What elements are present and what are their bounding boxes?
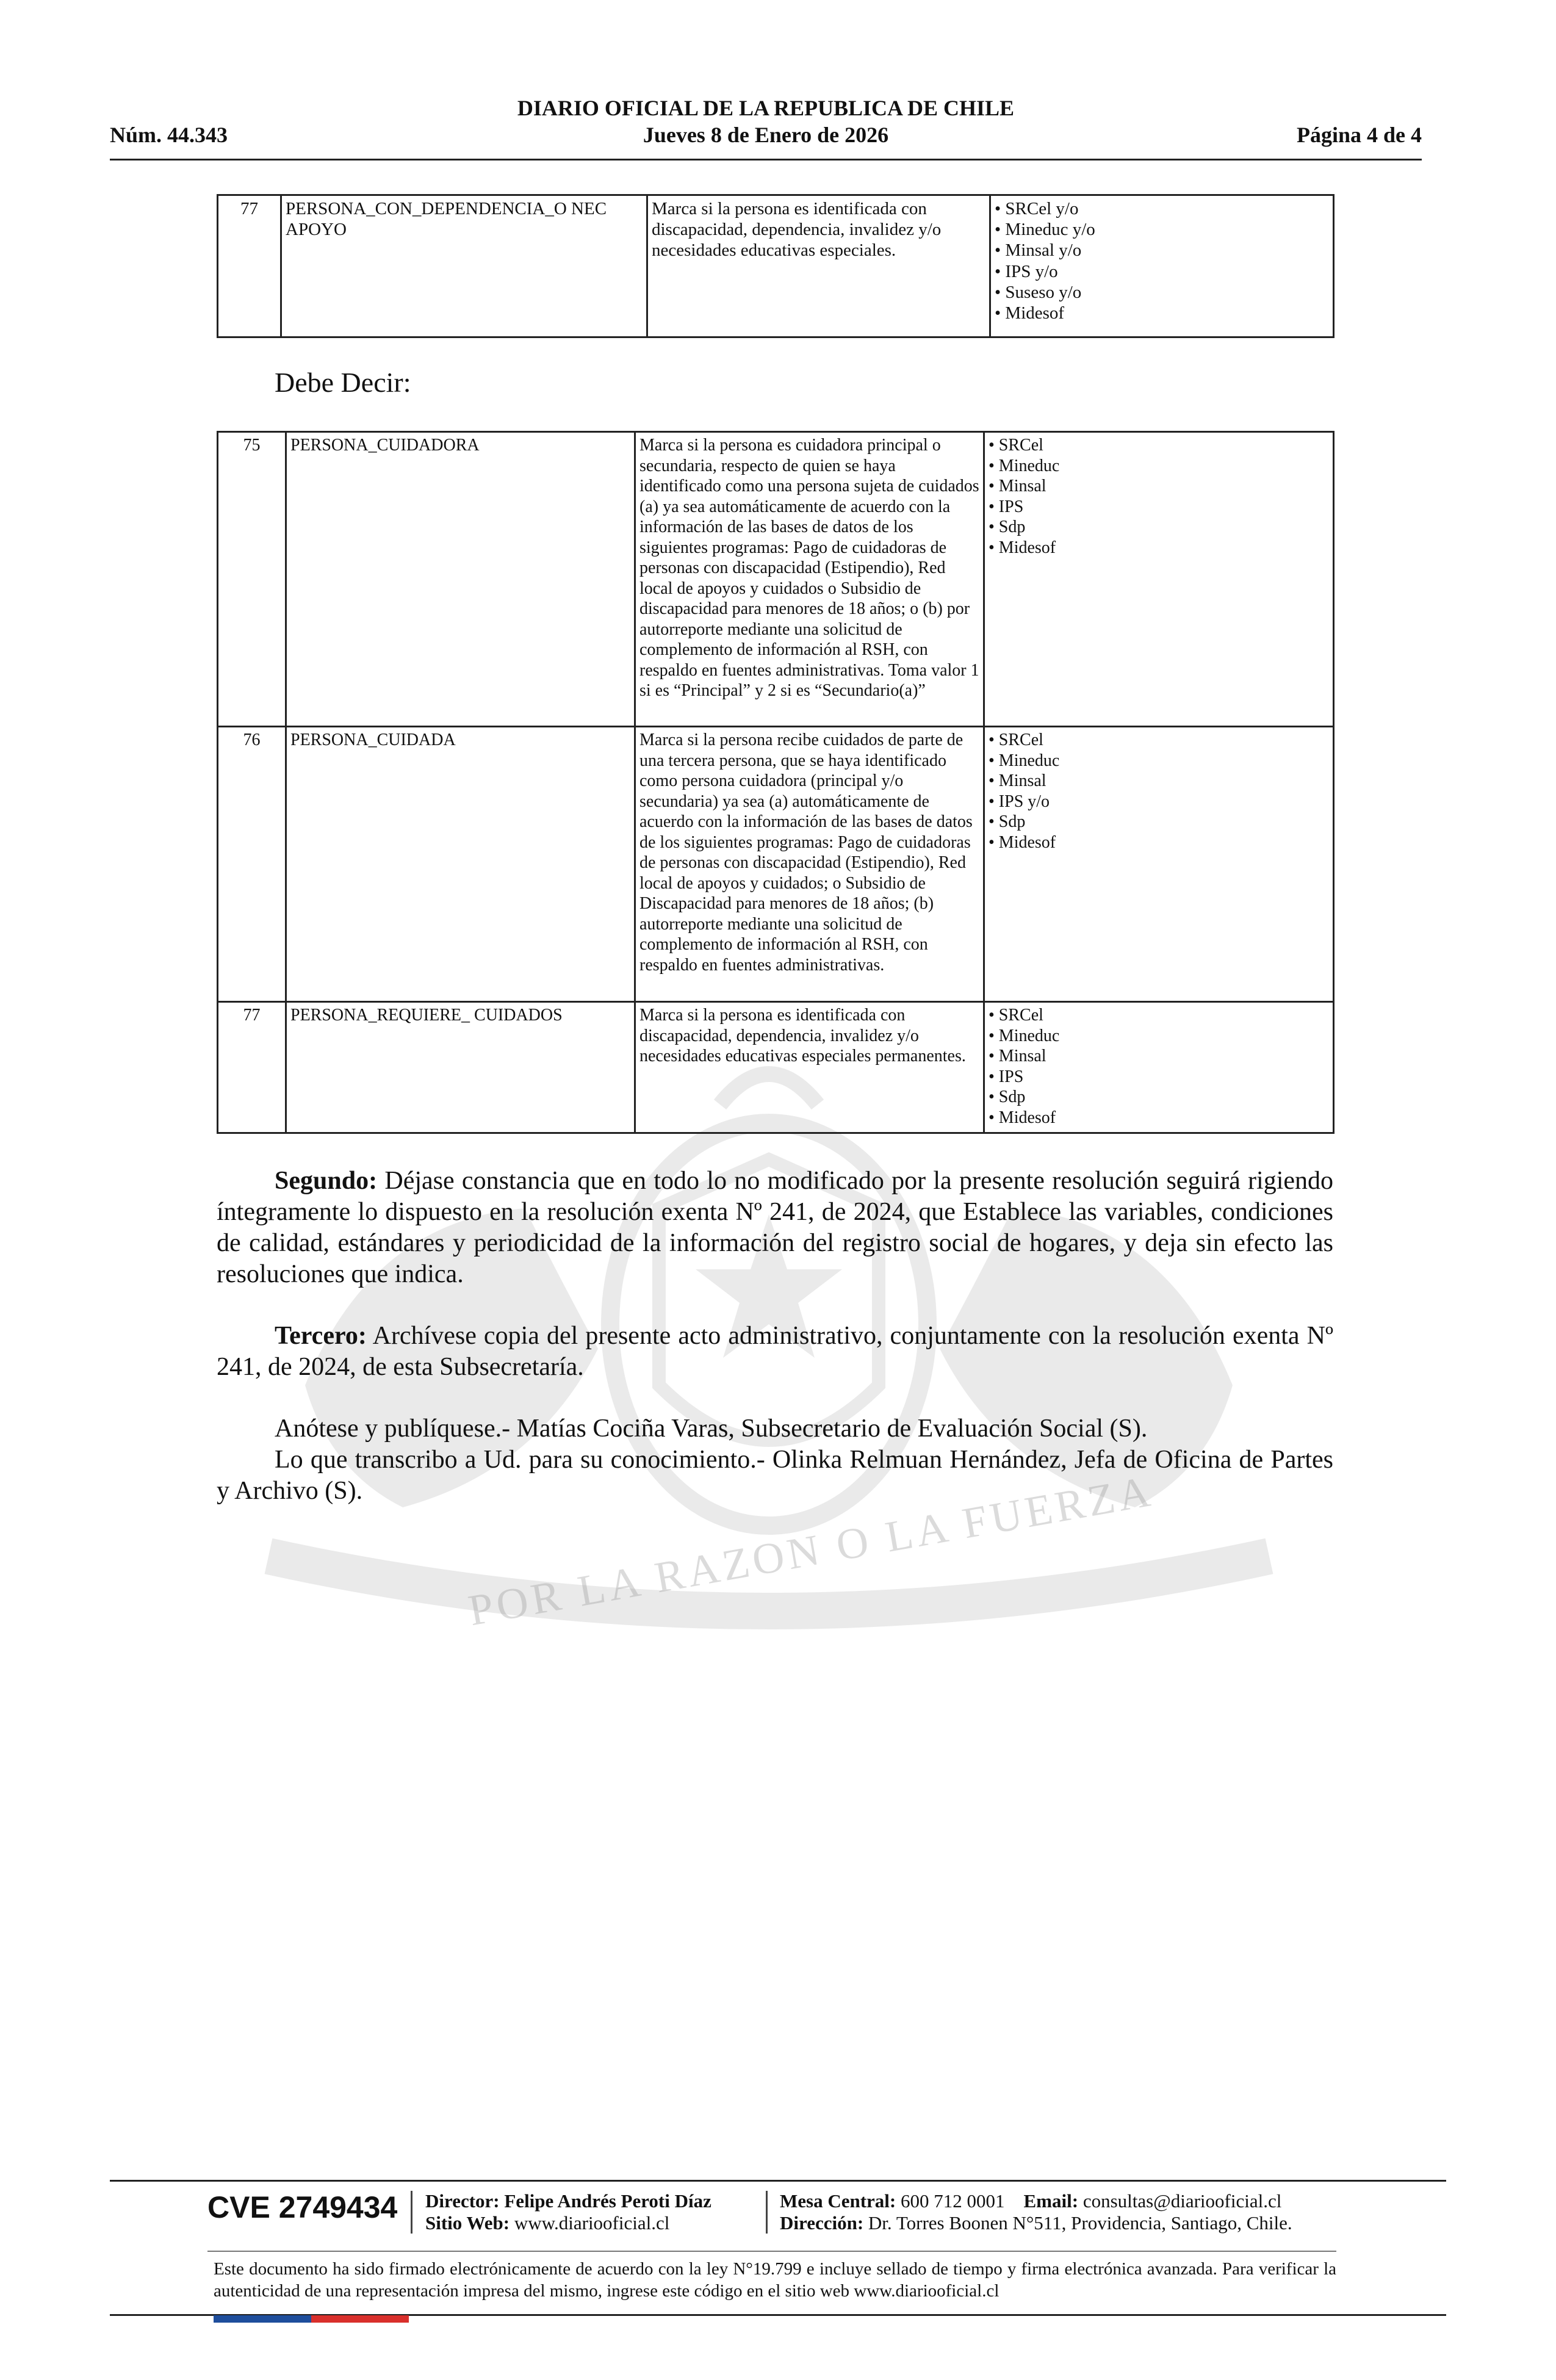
anotese-text: Anótese y publíquese.- Matías Cociña Varas, Subsecretario de Evaluación Social (S). bbox=[275, 1415, 1148, 1443]
paragraph-anotese bbox=[217, 1413, 1333, 1444]
flag-stripe-blue bbox=[214, 2315, 311, 2323]
sitio-label: Sitio Web: bbox=[425, 2212, 510, 2234]
direccion-label: Dirección: bbox=[780, 2212, 864, 2234]
source-item: • Mineduc y/o bbox=[995, 220, 1095, 240]
source-item: • Minsal bbox=[989, 477, 1046, 496]
direccion-value: Dr. Torres Boonen N°511, Providencia, Santiago, Chile. bbox=[868, 2212, 1292, 2234]
segundo-label: Segundo: bbox=[275, 1167, 378, 1195]
newspaper-title: DIARIO OFICIAL DE LA REPUBLICA DE CHILE bbox=[517, 96, 1015, 120]
sitio-link[interactable]: www.diariooficial.cl bbox=[514, 2212, 670, 2234]
paragraph-transcribo bbox=[217, 1444, 1333, 1507]
source-item: • Suseso y/o bbox=[995, 282, 1082, 302]
mesa-value: 600 712 0001 bbox=[901, 2190, 1005, 2212]
source-item: • Minsal bbox=[989, 771, 1046, 790]
email-label: Email: bbox=[1023, 2190, 1079, 2212]
table-row bbox=[218, 195, 1334, 337]
source-item: • IPS bbox=[989, 1067, 1024, 1086]
variable-description: Marca si la persona es identificada con discapacidad, dependencia, invalidez y/o necesidades educativas especiales permanentes. bbox=[635, 1002, 984, 1133]
row-number: 76 bbox=[218, 727, 286, 1002]
tercero-text: Archívese copia del presente acto administrativo, conjuntamente con la resolución exenta Nº 241, de 2024, de esta Subsecretaría. bbox=[217, 1322, 1333, 1381]
flag-stripe-red bbox=[311, 2315, 409, 2323]
variable-name: PERSONA_CUIDADA bbox=[286, 727, 635, 1002]
director-label: Director: bbox=[425, 2190, 500, 2212]
variable-description: Marca si la persona es cuidadora principal o secundaria, respecto de quien se haya identificado como una persona sujeta de cuidados (a) ya sea automáticamente de acuerdo con la información de las bases de datos de los siguientes programas: Pago de cuidadoras de personas con discapacidad (Estipendio), Red local de apoyos y cuidados o Subsidio de discapacidad para menores de 18 años; o (b) por autorreporte mediante una solicitud de complemento de información al RSH, con respaldo en fuentes administrativas. Toma valor 1 si es “Principal” y 2 si es “Secundario(a)” bbox=[635, 432, 984, 727]
cve-code: CVE 2749434 bbox=[207, 2190, 398, 2224]
table-row bbox=[218, 1002, 1334, 1133]
variable-name: PERSONA_CUIDADORA bbox=[286, 432, 635, 727]
footer-director-block bbox=[425, 2190, 711, 2234]
mesa-label: Mesa Central: bbox=[780, 2190, 896, 2212]
director-name: Felipe Andrés Peroti Díaz bbox=[504, 2190, 711, 2212]
footer-top-rule bbox=[110, 2180, 1446, 2182]
source-item: • SRCel bbox=[989, 730, 1043, 749]
source-item: • Sdp bbox=[989, 812, 1026, 831]
footer-divider bbox=[411, 2191, 412, 2234]
variable-name: PERSONA_CON_DEPENDENCIA_O NEC APOYO bbox=[281, 195, 647, 337]
row-number: 75 bbox=[218, 432, 286, 727]
footer-contact-block bbox=[780, 2190, 1292, 2234]
paragraph-segundo bbox=[217, 1166, 1333, 1290]
source-item: • Midesof bbox=[995, 303, 1065, 323]
footer-legal-notice: Este documento ha sido firmado electrónicamente de acuerdo con la ley N°19.799 e incluye sellado de tiempo y firma electrónica avanzada. Para verificar la autenticidad de una representación impresa del mismo, ingrese este código en el sitio web www.diariooficial.cl bbox=[214, 2259, 1336, 2301]
source-item: • Mineduc bbox=[989, 456, 1060, 475]
tercero-label: Tercero: bbox=[275, 1322, 367, 1350]
segundo-text: Déjase constancia que en todo lo no modificado por la presente resolución seguirá rigiendo íntegramente lo dispuesto en la resolución exenta Nº 241, de 2024, que Establece las variables, condiciones de calidad, estándares y periodicidad de la información del registro social de hogares, y deja sin efecto las resoluciones que indica. bbox=[217, 1167, 1333, 1288]
row-number: 77 bbox=[218, 195, 281, 337]
source-item: • Midesof bbox=[989, 832, 1056, 852]
data-sources bbox=[990, 195, 1334, 337]
source-item: • Minsal bbox=[989, 1047, 1046, 1066]
source-item: • IPS y/o bbox=[995, 261, 1058, 281]
source-item: • Mineduc bbox=[989, 751, 1060, 770]
paragraph-tercero bbox=[217, 1321, 1333, 1383]
source-item: • IPS bbox=[989, 497, 1024, 516]
debe-decir-heading: Debe Decir: bbox=[275, 367, 411, 398]
table-new bbox=[217, 431, 1334, 1134]
issue-number: Núm. 44.343 bbox=[110, 123, 228, 147]
data-sources bbox=[984, 1002, 1334, 1133]
table-row bbox=[218, 727, 1334, 1002]
footer-separator bbox=[207, 2251, 1336, 2252]
data-sources bbox=[984, 727, 1334, 1002]
source-item: • Minsal y/o bbox=[995, 240, 1082, 261]
table-old bbox=[217, 194, 1334, 338]
issue-date: Jueves 8 de Enero de 2026 bbox=[643, 123, 889, 147]
source-item: • IPS y/o bbox=[989, 792, 1050, 811]
page-header bbox=[110, 92, 1422, 160]
variable-name: PERSONA_REQUIERE_ CUIDADOS bbox=[286, 1002, 635, 1133]
data-sources bbox=[984, 432, 1334, 727]
transcribo-text: Lo que transcribo a Ud. para su conocimiento.- Olinka Relmuan Hernández, Jefa de Oficina de Partes y Archivo (S). bbox=[217, 1446, 1333, 1505]
page-indicator: Página 4 de 4 bbox=[1296, 123, 1422, 147]
source-item: • Midesof bbox=[989, 1108, 1056, 1127]
variable-description: Marca si la persona es identificada con discapacidad, dependencia, invalidez y/o necesidades educativas especiales. bbox=[647, 195, 990, 337]
source-item: • SRCel y/o bbox=[995, 199, 1079, 218]
source-item: • Sdp bbox=[989, 1087, 1026, 1106]
variable-description: Marca si la persona recibe cuidados de parte de una tercera persona, que se haya identificado como persona cuidadora (principal y/o secundaria) ya sea (a) automáticamente de acuerdo con la información de las bases de datos de los siguientes programas: Pago de cuidadoras de personas con discapacidad (Estipendio), Red local de apoyos y cuidados; o Subsidio de Discapacidad para menores de 18 años; (b) autorreporte mediante una solicitud de complemento de información al RSH, con respaldo en fuentes administrativas. bbox=[635, 727, 984, 1002]
table-row bbox=[218, 432, 1334, 727]
source-item: • SRCel bbox=[989, 436, 1043, 455]
row-number: 77 bbox=[218, 1002, 286, 1133]
watermark-motto: POR LA RAZON O LA FUERZA bbox=[464, 1466, 1158, 1635]
footer-divider bbox=[766, 2191, 768, 2234]
source-item: • Mineduc bbox=[989, 1026, 1060, 1045]
source-item: • Sdp bbox=[989, 517, 1026, 536]
source-item: • SRCel bbox=[989, 1006, 1043, 1025]
email-link[interactable]: consultas@diariooficial.cl bbox=[1082, 2190, 1282, 2212]
source-item: • Midesof bbox=[989, 538, 1056, 557]
